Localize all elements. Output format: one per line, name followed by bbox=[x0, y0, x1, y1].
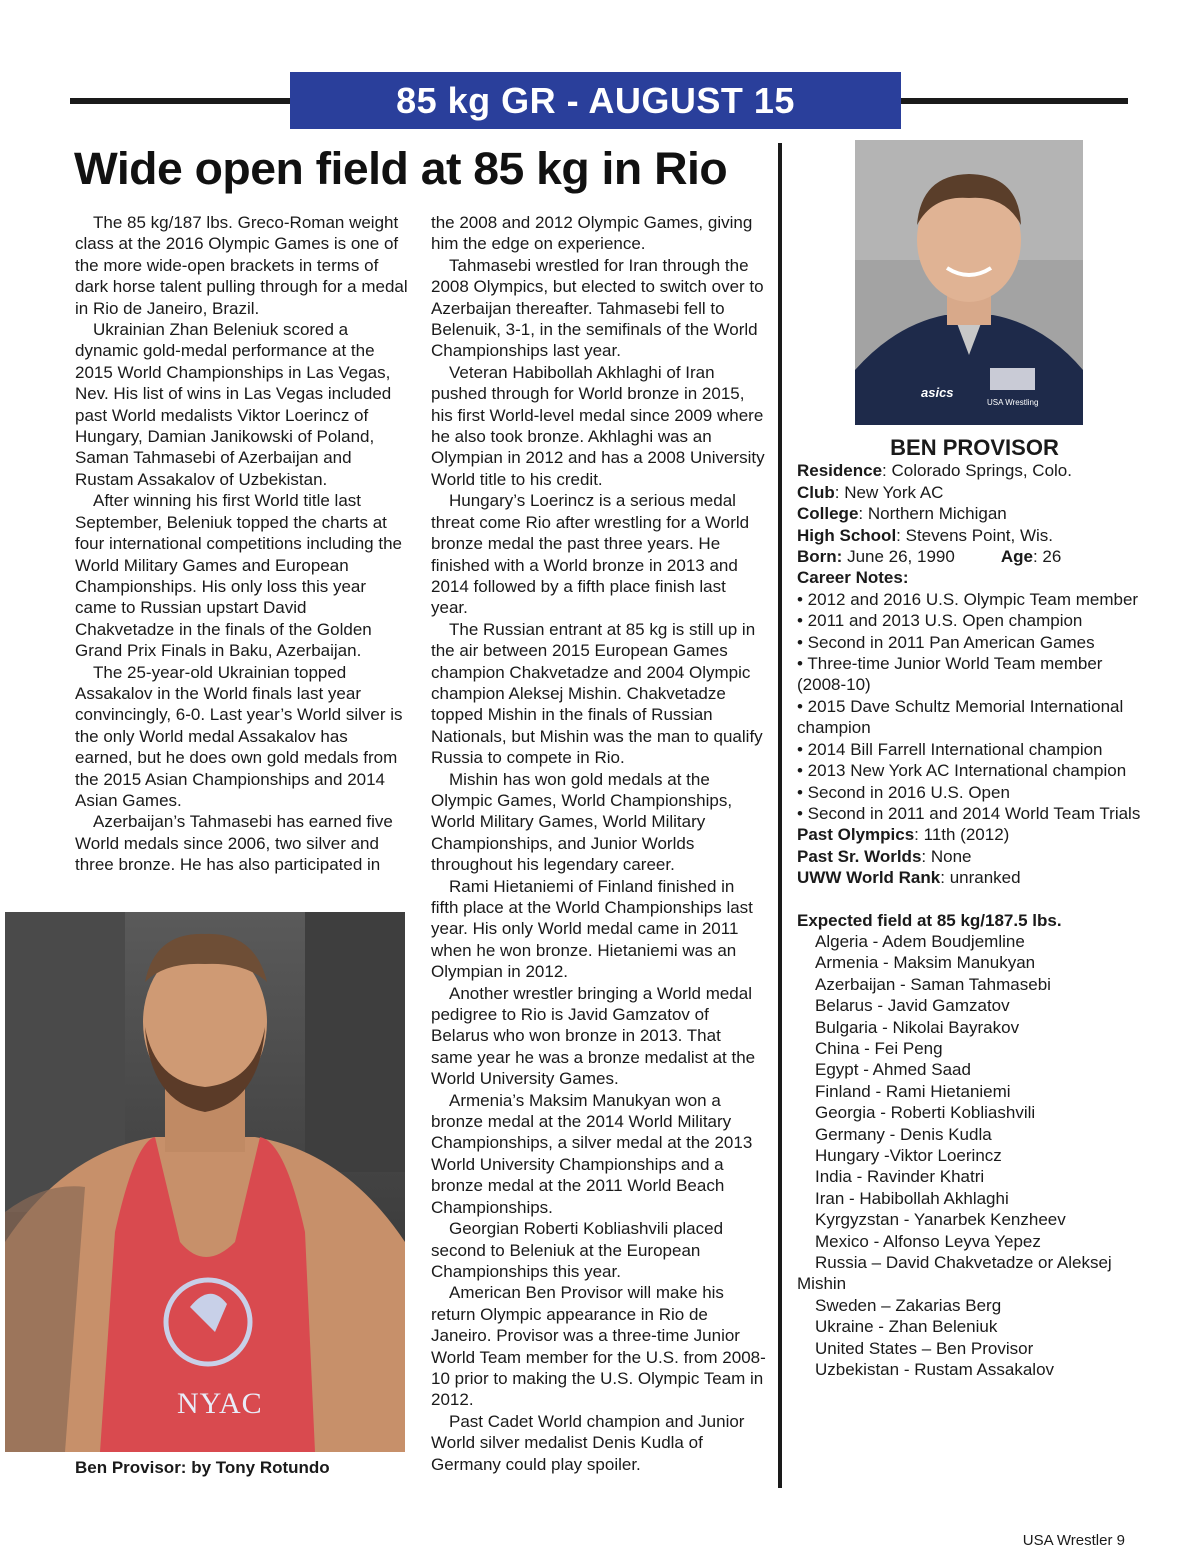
field-entry: Iran - Habibollah Akhlaghi bbox=[815, 1188, 1009, 1208]
field-entry: Ukraine - Zhan Beleniuk bbox=[815, 1317, 998, 1337]
fact-uww-rank: UWW World Rank: unranked bbox=[797, 868, 1021, 888]
fact-residence: Residence: Colorado Springs, Colo. bbox=[797, 461, 1072, 481]
field-entry: Uzbekistan - Rustam Assakalov bbox=[815, 1360, 1055, 1380]
field-entry: Bulgaria - Nikolai Bayrakov bbox=[815, 1017, 1020, 1037]
section-banner: 85 kg GR - AUGUST 15 bbox=[290, 72, 901, 129]
expected-field-title: Expected field at 85 kg/187.5 lbs. bbox=[797, 910, 1062, 930]
career-note: • 2011 and 2013 U.S. Open champion bbox=[797, 611, 1083, 631]
fact-club: Club: New York AC bbox=[797, 482, 944, 502]
headshot-illustration bbox=[855, 140, 1083, 425]
paragraph: The Russian entrant at 85 kg is still up in the air between 2015 European Games champion Chakvetadze and 2004 Olympic champion Aleksej Mishin. Chakvetadze topped Mishin in the finals of Russian Nationals, but Mishin was the man to qualify Russia to compete in Rio. bbox=[431, 619, 763, 768]
article-headline: Wide open field at 85 kg in Rio bbox=[74, 143, 728, 194]
career-note: • 2015 Dave Schultz Memorial International champion bbox=[797, 696, 1124, 738]
action-photo bbox=[5, 912, 405, 1452]
field-entry: Finland - Rami Hietaniemi bbox=[815, 1081, 1011, 1101]
career-note: • 2012 and 2016 U.S. Olympic Team member bbox=[797, 589, 1139, 609]
paragraph: Rami Hietaniemi of Finland finished in fifth place at the World Championships last year. His only World medal came in 2011 when he won bronze. Hietaniemi was an Olympian in 2012. bbox=[431, 876, 753, 982]
career-note: • Second in 2016 U.S. Open bbox=[797, 782, 1010, 802]
page-folio: USA Wrestler 9 bbox=[1022, 1532, 1125, 1549]
career-note: • Second in 2011 and 2014 World Team Trials bbox=[797, 803, 1141, 823]
jacket-logo-text: USA Wrestling bbox=[987, 398, 1039, 407]
field-entry: Azerbaijan - Saman Tahmasebi bbox=[815, 974, 1051, 994]
field-entry: Russia – David Chakvetadze or Aleksej Mishin bbox=[797, 1253, 1112, 1294]
photo-caption: Ben Provisor: by Tony Rotundo bbox=[75, 1458, 330, 1477]
fact-college: College: Northern Michigan bbox=[797, 504, 1007, 524]
paragraph: The 85 kg/187 lbs. Greco-Roman weight class at the 2016 Olympic Games is one of the more wide-open brackets in terms of dark horse talent pulling through for a medal in Rio de Janeiro, Brazil. bbox=[75, 213, 408, 318]
field-entry: Kyrgyzstan - Yanarbek Kenzheev bbox=[815, 1210, 1066, 1230]
field-entry: Mexico - Alfonso Leyva Yepez bbox=[815, 1231, 1041, 1251]
field-entry: Hungary -Viktor Loerincz bbox=[815, 1146, 1002, 1165]
paragraph: Armenia’s Maksim Manukyan won a bronze medal at the 2014 World Military Championships, a silver medal at the 2013 World University Championships and a bronze medal at the 2011 World Beach Championships. bbox=[431, 1090, 753, 1217]
career-note: • 2014 Bill Farrell International champion bbox=[797, 739, 1103, 759]
career-notes-label: Career Notes: bbox=[797, 568, 909, 588]
athlete-profile bbox=[797, 437, 1142, 1380]
career-note: • Second in 2011 Pan American Games bbox=[797, 632, 1095, 652]
action-photo-illustration bbox=[5, 912, 405, 1452]
field-entry: Armenia - Maksim Manukyan bbox=[815, 953, 1036, 973]
paragraph: The 25-year-old Ukrainian topped Assakalov in the World finals last year convincingly, 6-0. Last year’s World silver is the only World medal Assakalov has earned, but he does own gold medals from the 2015 Asian Championships and 2014 Asian Games. bbox=[75, 662, 403, 810]
paragraph: Mishin has won gold medals at the Olympic Games, World Championships, World Military Games, World Military Championships, and Junior Worlds throughout his legendary career. bbox=[431, 769, 733, 875]
singlet-logo: NYAC bbox=[177, 1387, 263, 1420]
paragraph: Ukrainian Zhan Beleniuk scored a dynamic gold-medal performance at the 2015 World Championships in Las Vegas, Nev. His list of wins in Las Vegas included past World medalists Viktor Loerincz of Hungary, Damian Janikowski of Poland, Saman Tahmasebi of Azerbaijan and Rustam Assakalov of Uzbekistan. bbox=[75, 320, 392, 489]
profile-name: BEN PROVISOR bbox=[890, 435, 1059, 460]
paragraph: Another wrestler bringing a World medal pedigree to Rio is Javid Gamzatov of Belarus who won bronze in 2013. That same year he was a bronze medalist at the World University Games. bbox=[431, 983, 756, 1089]
paragraph: Georgian Roberti Kobliashvili placed second to Beleniuk at the European Championships this year. bbox=[431, 1219, 724, 1281]
paragraph: After winning his first World title last September, Beleniuk topped the charts at four international competitions including the World Military Games and European Championships. His only loss this year came to Russian upstart David Chakvetadze in the finals of the Golden Grand Prix Finals in Baku, Azerbaijan. bbox=[75, 491, 402, 661]
paragraph: Past Cadet World champion and Junior World silver medalist Denis Kudla of Germany could play spoiler. bbox=[431, 1411, 745, 1474]
field-entry: Georgia - Roberti Kobliashvili bbox=[815, 1103, 1036, 1123]
headshot-photo bbox=[855, 140, 1083, 425]
article-column-2 bbox=[431, 212, 766, 1475]
fact-past-worlds: Past Sr. Worlds: None bbox=[797, 846, 972, 866]
paragraph: Hungary’s Loerincz is a serious medal threat come Rio after wrestling for a World bronze medal the past three years. He finished with a World bronze in 2013 and 2014 followed by a fifth place finish last year. bbox=[431, 491, 750, 618]
header-rule-left bbox=[70, 98, 292, 104]
paragraph: Azerbaijan’s Tahmasebi has earned five World medals since 2006, two silver and three bronze. He has also participated in bbox=[75, 812, 393, 875]
field-entry: United States – Ben Provisor bbox=[815, 1338, 1034, 1358]
field-entry: Algeria - Adem Boudjemline bbox=[815, 931, 1025, 951]
career-note: • Three-time Junior World Team member (2008-10) bbox=[797, 654, 1103, 695]
fact-high-school: High School: Stevens Point, Wis. bbox=[797, 525, 1054, 545]
field-entry: Belarus - Javid Gamzatov bbox=[815, 996, 1010, 1016]
article-column-1 bbox=[75, 212, 410, 876]
field-entry: Germany - Denis Kudla bbox=[815, 1124, 992, 1144]
paragraph: the 2008 and 2012 Olympic Games, giving him the edge on experience. bbox=[431, 213, 753, 254]
fact-past-olympics: Past Olympics: 11th (2012) bbox=[797, 825, 1010, 845]
header-rule-right bbox=[899, 98, 1128, 104]
career-note: • 2013 New York AC International champion bbox=[797, 761, 1127, 781]
fact-born-age: Born: June 26, 1990 Age: 26 bbox=[797, 547, 1062, 567]
paragraph: American Ben Provisor will make his return Olympic appearance in Rio de Janeiro. Provisor was a three-time Junior World Team member for the U.S. from 2008-10 prior to making the U.S. Olympic Team in 2012. bbox=[431, 1283, 766, 1410]
field-entry: Sweden – Zakarias Berg bbox=[815, 1295, 1002, 1315]
paragraph: Veteran Habibollah Akhlaghi of Iran pushed through for World bronze in 2015, his first World-level medal since 2009 where he also took bronze. Akhlaghi was an Olympian in 2012 and has a 2008 University World title to his credit. bbox=[431, 362, 765, 489]
jacket-brand: asics bbox=[921, 385, 954, 400]
field-entry: China - Fei Peng bbox=[815, 1038, 943, 1058]
field-entry: Egypt - Ahmed Saad bbox=[815, 1060, 971, 1080]
paragraph: Tahmasebi wrestled for Iran through the 2008 Olympics, but elected to switch over to Azerbaijan thereafter. Tahmasebi fell to Belenuik, 3-1, in the semifinals of the World Championships last year. bbox=[431, 255, 764, 361]
field-entry: India - Ravinder Khatri bbox=[815, 1167, 985, 1187]
column-divider bbox=[778, 143, 782, 1488]
